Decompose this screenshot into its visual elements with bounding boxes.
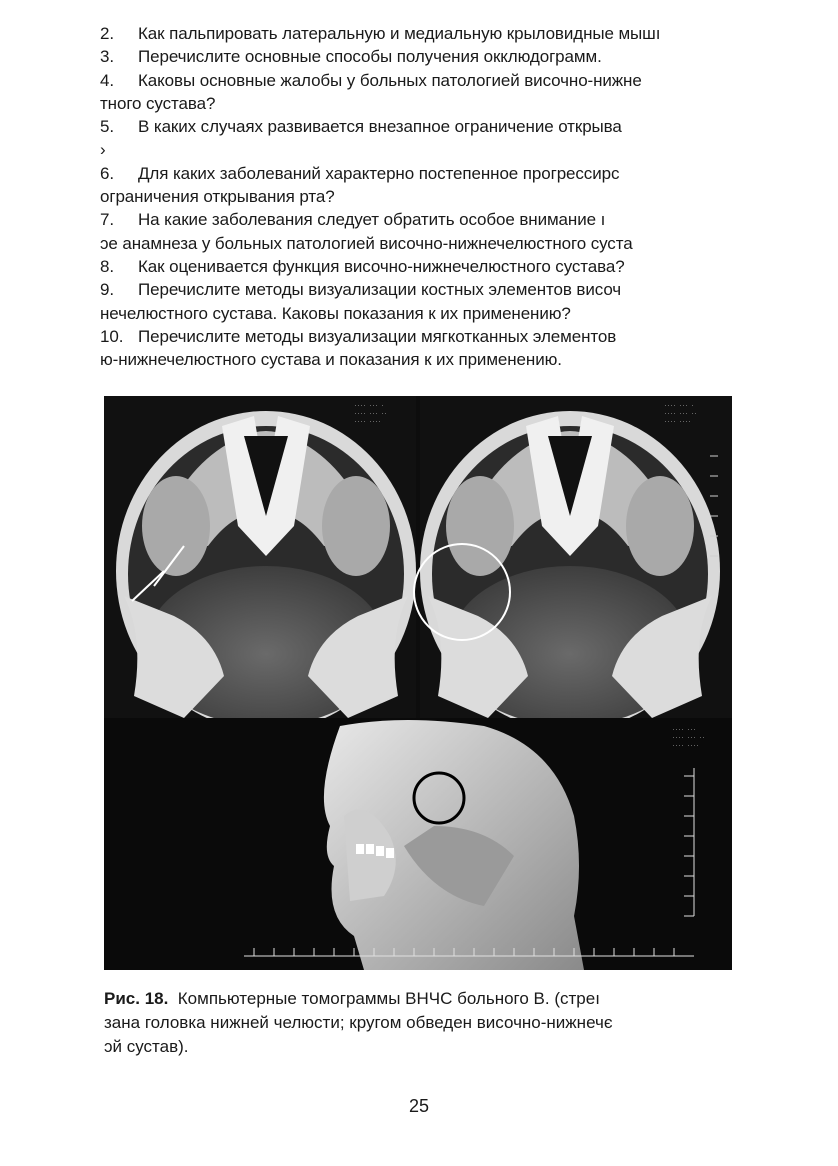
question-line: ограничения открывания рта? xyxy=(100,187,335,207)
question-line: 9. Перечислите методы визуализации костных элементов височ xyxy=(100,280,622,300)
question-line: нечелюстного сустава. Каковы показания к их применению? xyxy=(100,303,571,323)
caption-line: зана головка нижней челюсти; кругом обведен височно-нижнечє xyxy=(104,1013,613,1032)
questions-list xyxy=(100,22,740,371)
lateral-scan xyxy=(104,718,732,970)
question-line: 3. Перечислите основные способы получения окклюдограмм. xyxy=(100,47,602,67)
question-line: 4. Каковы основные жалобы у больных патологией височно-нижне xyxy=(100,70,642,90)
svg-text:.... ....: .... .... xyxy=(664,418,692,424)
svg-text:.... ... .: .... ... . xyxy=(354,402,385,408)
svg-text:.... ... ..: .... ... .. xyxy=(672,734,706,740)
svg-text:.... ... .: .... ... . xyxy=(664,402,695,408)
caption-line: ɔй сустав). xyxy=(104,1037,189,1056)
page-number: 25 xyxy=(408,1096,430,1116)
question-line: › xyxy=(100,140,106,160)
question-line: ю-нижнечелюстного сустава и показания к их применению. xyxy=(100,350,562,370)
ct-scan-figure xyxy=(104,396,732,970)
question-line: ɔe анамнеза у больных патологией височно-нижнечелюстного суста xyxy=(100,233,633,253)
question-line: 6. Для каких заболеваний характерно постепенное прогрессирс xyxy=(100,163,620,183)
svg-text:.... ...: .... ... xyxy=(672,726,697,732)
caption-label: Рис. 18. xyxy=(104,989,169,1008)
ct-scan-images xyxy=(104,396,732,970)
question-line: 2. Как пальпировать латеральную и медиальную крыловидные мышı xyxy=(100,24,661,43)
axial-scan-left xyxy=(104,396,416,731)
svg-text:.... ... ..: .... ... .. xyxy=(664,410,698,416)
question-line: тного сустава? xyxy=(100,93,216,113)
svg-text:.... ....: .... .... xyxy=(354,418,382,424)
question-line: 5. В каких случаях развивается внезапное ограничение открыва xyxy=(100,117,622,137)
svg-text:.... ... ..: .... ... .. xyxy=(354,410,388,416)
question-line: 10. Перечислите методы визуализации мягкотканных элементов xyxy=(100,326,617,346)
question-line: 8. Как оценивается функция височно-нижнечелюстного сустава? xyxy=(100,256,625,276)
axial-scan-right xyxy=(414,396,732,731)
question-line: 7. На какие заболевания следует обратить особое внимание ı xyxy=(100,210,606,230)
caption-line: Рис. 18. Компьютерные томограммы ВНЧС больного В. (стреı xyxy=(104,989,600,1008)
svg-text:.... ....: .... .... xyxy=(672,742,700,748)
figure-caption xyxy=(104,987,734,1059)
